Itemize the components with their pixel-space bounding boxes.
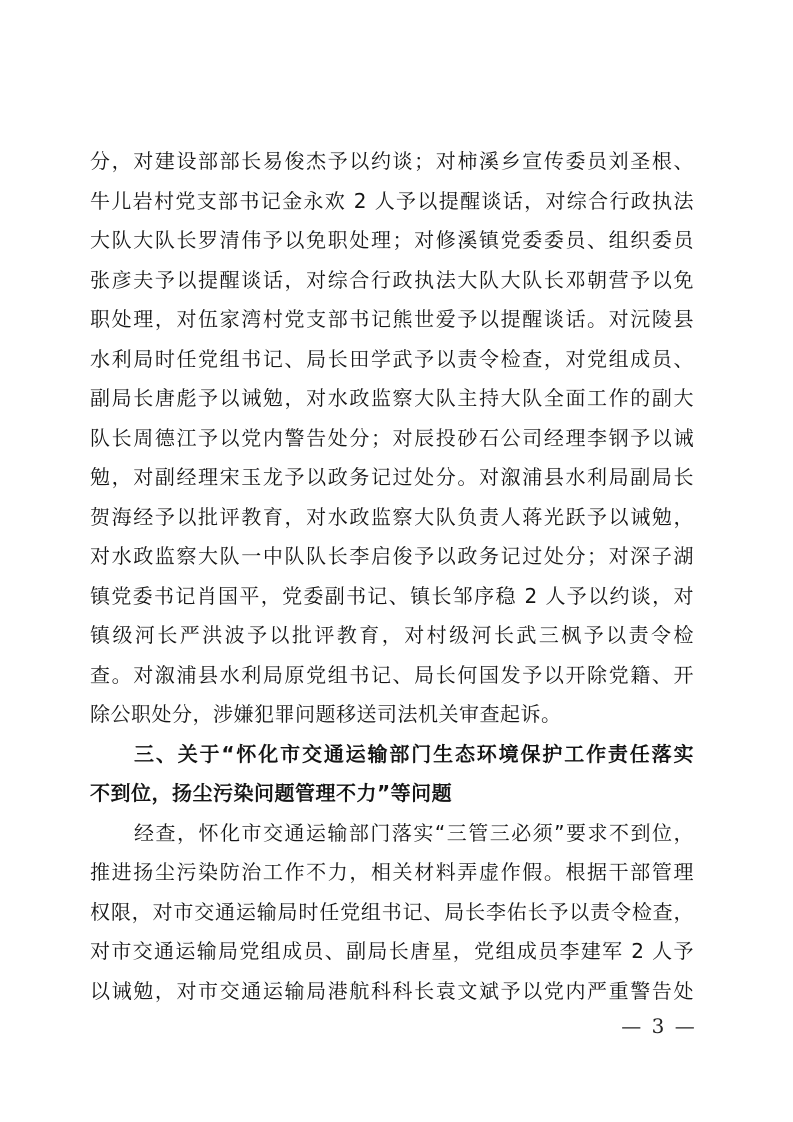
page-number: — 3 — (621, 1014, 697, 1038)
body-text-line: 勉，对副经理宋玉龙予以政务记过处分。对溆浦县水利局副局长 (90, 465, 694, 489)
body-text-line: 权限，对市交通运输局时任党组书记、局长李佑长予以责令检查， (90, 899, 694, 924)
body-text-line: 以诫勉，对市交通运输局港航科科长袁文斌予以党内严重警告处 (90, 978, 694, 1003)
body-text-line: 队长周德江予以党内警告处分；对辰投砂石公司经理李钢予以诫 (90, 425, 694, 450)
body-text-line: 水利局时任党组书记、局长田学武予以责令检查，对党组成员、 (90, 346, 694, 371)
body-text-line: 牛儿岩村党支部书记金永欢 2 人予以提醒谈话，对综合行政执法 (90, 188, 694, 213)
body-text-line: 对市交通运输局党组成员、副局长唐星，党组成员李建军 2 人予 (90, 939, 694, 963)
body-text-line: 对水政监察大队一中队队长李启俊予以政务记过处分；对深子湖 (90, 544, 694, 568)
body-text-line: 大队大队长罗清伟予以免职处理；对修溪镇党委委员、组织委员 (90, 228, 694, 252)
section-heading-line: 三、关于“怀化市交通运输部门生态环境保护工作责任落实 (134, 741, 694, 766)
body-text-line: 职处理，对伍家湾村党支部书记熊世爱予以提醒谈话。对沅陵县 (90, 307, 694, 331)
body-text-line: 经查，怀化市交通运输部门落实“三管三必须”要求不到位， (134, 820, 694, 845)
body-text-line: 贺海经予以批评教育，对水政监察大队负责人蒋光跃予以诫勉， (90, 504, 694, 529)
body-text-line: 张彦夫予以提醒谈话，对综合行政执法大队大队长邓朝营予以免 (90, 267, 694, 292)
body-text-line: 镇级河长严洪波予以批评教育，对村级河长武三枫予以责令检 (90, 623, 694, 647)
text-block (90, 142, 694, 1011)
body-text-line: 副局长唐彪予以诫勉，对水政监察大队主持大队全面工作的副大 (90, 386, 694, 410)
body-text-line: 查。对溆浦县水利局原党组书记、局长何国发予以开除党籍、开 (90, 662, 694, 687)
body-text-line: 除公职处分，涉嫌犯罪问题移送司法机关审查起诉。 (90, 702, 562, 726)
body-text-line: 镇党委书记肖国平，党委副书记、镇长邹序稳 2 人予以约谈，对 (90, 583, 694, 608)
section-heading-line: 不到位，扬尘污染问题管理不力”等问题 (90, 781, 453, 805)
body-text-line: 分，对建设部部长易俊杰予以约谈；对柿溪乡宣传委员刘圣根、 (90, 149, 694, 173)
body-text-line: 推进扬尘污染防治工作不力，相关材料弄虚作假。根据干部管理 (90, 860, 694, 884)
